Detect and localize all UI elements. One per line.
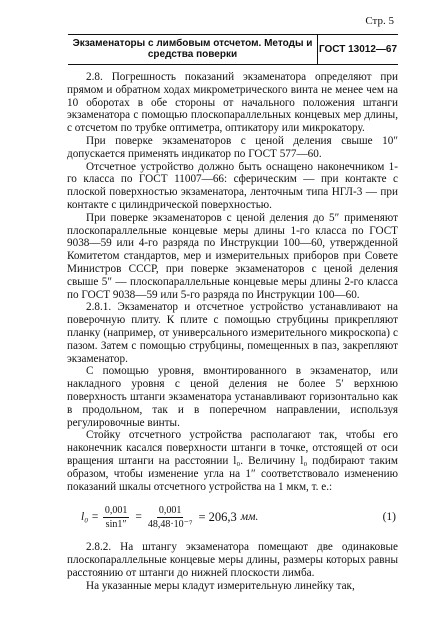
formula-number: (1) xyxy=(382,510,396,523)
formula-lhs: l₀ = xyxy=(81,510,99,523)
fraction-2-denominator: 48,48·10⁻⁷ xyxy=(147,518,193,530)
paragraph-level: С помощью уровня, вмонтированного в экзаменатор, или накладного уровня с ценой деления не более 5′ верхнюю поверхность штанги экзаменатора устанавливают горизонтально как в продольном, так и в поперечном направлении, используя регулировочные винты. xyxy=(67,365,398,429)
paragraph-ruler: На указанные меры кладут измерительную линейку так, xyxy=(86,579,355,592)
paragraph-reading-device: Отсчетное устройство должно быть оснащено наконечником 1-го класса по ГОСТ 11007—66: сферическим — при контакте с плоской поверхностью экзаменатора, ленточным типа НГЛ-3 — при контакте с цилиндрической поверхностью. xyxy=(67,160,398,211)
standard-header xyxy=(68,34,398,65)
paragraph-2-8-1: 2.8.1. Экзаменатор и отсчетное устройство устанавливают на поверочную плиту. К плите с помощью струбцины прикрепляют планку (например, от универсального измерительного микроскопа) с пазом. Затем с помощью струбцины, помещенных в паз, закрепляют экзаменатор. xyxy=(67,301,398,365)
paragraph-gauge-blocks: При поверке экзаменаторов с ценой деления до 5″ применяют плоскопараллельные концевые меры длины 1-го класса по ГОСТ 9038—59 или 4-го разряда по Инструкции 100—60, утвержденной Комитетом стандартов, мер и измерительных приборов при Совете Министров СССР, при поверке экзаменаторов с ценой деления свыше 5″ — плоскопараллельные концевые меры длины 2-го класса по ГОСТ 9038—59 или 5-го разряда по Инструкции 100—60. xyxy=(67,211,398,301)
paragraph-indicator: При поверке экзаменаторов с ценой деления свыше 10″ допускается применять индикатор по ГОСТ 577—60. xyxy=(67,134,398,160)
fraction-1-numerator: 0,001 xyxy=(104,504,128,516)
formula-fraction-1 xyxy=(103,504,130,531)
formula-unit: мм. xyxy=(240,510,259,523)
page-number: Стр. 5 xyxy=(365,15,394,27)
formula-fraction-2 xyxy=(148,504,193,531)
paragraph-stand: Стойку отсчетного устройства располагают так, чтобы его наконечник касался поверхности штанги в точке, отстоящей от оси вращения штанги на расстоянии l₀. Величину l₀ подбирают таким образом, чтобы изменение угла на 1″ соответствовало изменению показаний шкалы отсчетного устройства на 1 мкм, т. е.: xyxy=(67,429,398,493)
formula-result: = 206,3 xyxy=(198,509,237,524)
fraction-1-denominator: sin1″ xyxy=(105,518,127,530)
paragraph-2-8: 2.8. Погрешность показаний экзаменатора определяют при прямом и обратном ходах микрометрического винта не менее чем на 10 оборотах в обе стороны от начального положения штанги экзаменатора с помощью плоскопараллельных концевых мер длины, с отсчетом по трубке оптиметра, оптикатору или микрокатору. xyxy=(67,71,398,135)
body-text xyxy=(67,71,398,592)
fraction-2-numerator: 0,001 xyxy=(158,504,182,516)
paragraph-2-8-2: 2.8.2. На штангу экзаменатора помещают две одинаковые плоскопараллельные концевые меры длины, размеры которых равны расстоянию от штанги до нижней плоскости лимба. xyxy=(67,541,398,579)
header-gost-number: ГОСТ 13012—67 xyxy=(318,44,398,55)
formula-equals: = xyxy=(135,510,142,523)
formula-1 xyxy=(67,498,398,536)
header-title: Экзаменаторы с лимбовым отсчетом. Методы и средства поверки xyxy=(68,35,318,64)
